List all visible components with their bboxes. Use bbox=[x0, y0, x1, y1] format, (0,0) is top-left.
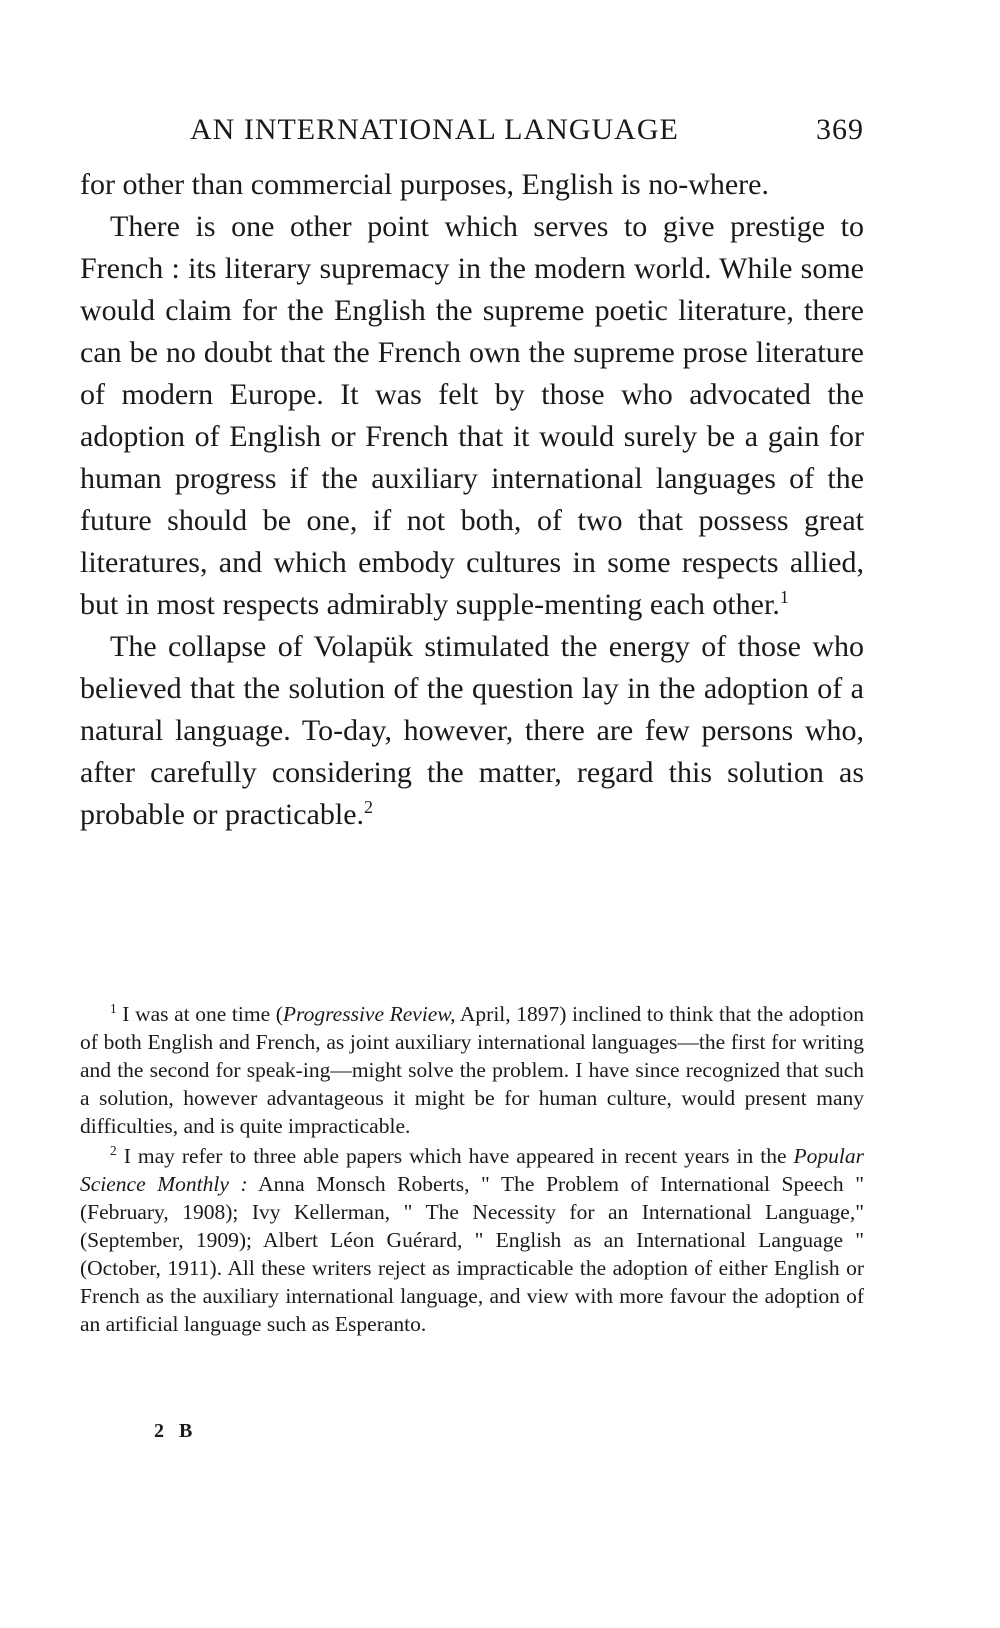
page-number: 369 bbox=[816, 113, 864, 146]
footnote-2-mark: 2 bbox=[110, 1142, 117, 1158]
paragraph-3-text: The collapse of Volapük stimulated the energy of those who believed that the solution of the question lay in the adoption of a natural language. To-day, however, there are few persons who, after carefully considering the matter, regard this solution as probable or practicable. bbox=[80, 630, 864, 831]
footnote-1-mark: 1 bbox=[110, 1000, 117, 1016]
footnote-1 bbox=[80, 1000, 864, 1140]
footnote-2 bbox=[80, 1142, 864, 1338]
footnote-1-text-b: April, 1897) inclined to think that the adoption of both English and French, as joint auxiliary international languages—the first for writing and the second for speak-ing—might solve the problem. I have since recognized that such a solution, however advantageous it might be for human culture, would present many difficulties, and is quite impracticable. bbox=[80, 1002, 865, 1138]
paragraph-3 bbox=[80, 626, 864, 836]
body-text bbox=[80, 164, 864, 836]
paragraph-1: for other than commercial purposes, English is no-where. bbox=[80, 168, 769, 201]
paragraph-2 bbox=[80, 206, 864, 626]
paragraph-2-text: There is one other point which serves to give prestige to French : its literary supremacy in the modern world. While some would claim for the English the supreme poetic literature, there can be no doubt that the French own the supreme prose literature of modern Europe. It was felt by those who advocated the adoption of English or French that it would surely be a gain for human progress if the auxiliary international languages of the future should be one, if not both, of two that possess great literatures, and which embody cultures in some respects allied, but in most respects admirably supple-menting each other. bbox=[80, 210, 864, 621]
signature-mark: 2 B bbox=[154, 1420, 198, 1442]
footnote-2-italic: Popular Science Monthly : bbox=[80, 1144, 864, 1196]
footnote-1-italic: Progressive Review, bbox=[282, 1002, 456, 1026]
footnote-ref-1: 1 bbox=[779, 587, 789, 607]
footnotes bbox=[80, 1000, 864, 1340]
running-head-title: AN INTERNATIONAL LANGUAGE bbox=[190, 113, 679, 146]
footnote-1-text-a: I was at one time ( bbox=[122, 1002, 283, 1026]
footnote-2-text-a: I may refer to three able papers which have appeared in recent years in the bbox=[123, 1144, 794, 1168]
footnote-ref-2: 2 bbox=[364, 797, 374, 817]
footnote-2-text-b: Anna Monsch Roberts, " The Problem of International Speech " (February, 1908); Ivy Kellerman, " The Necessity for an International Language," (September, 1909); Albert Léon Guérard, " English as an International Language " (October, 1911). All these writers reject as impracticable the adoption of either English or French as the auxiliary international language, and view with more favour the adoption of an artificial language such as Esperanto. bbox=[80, 1172, 865, 1336]
